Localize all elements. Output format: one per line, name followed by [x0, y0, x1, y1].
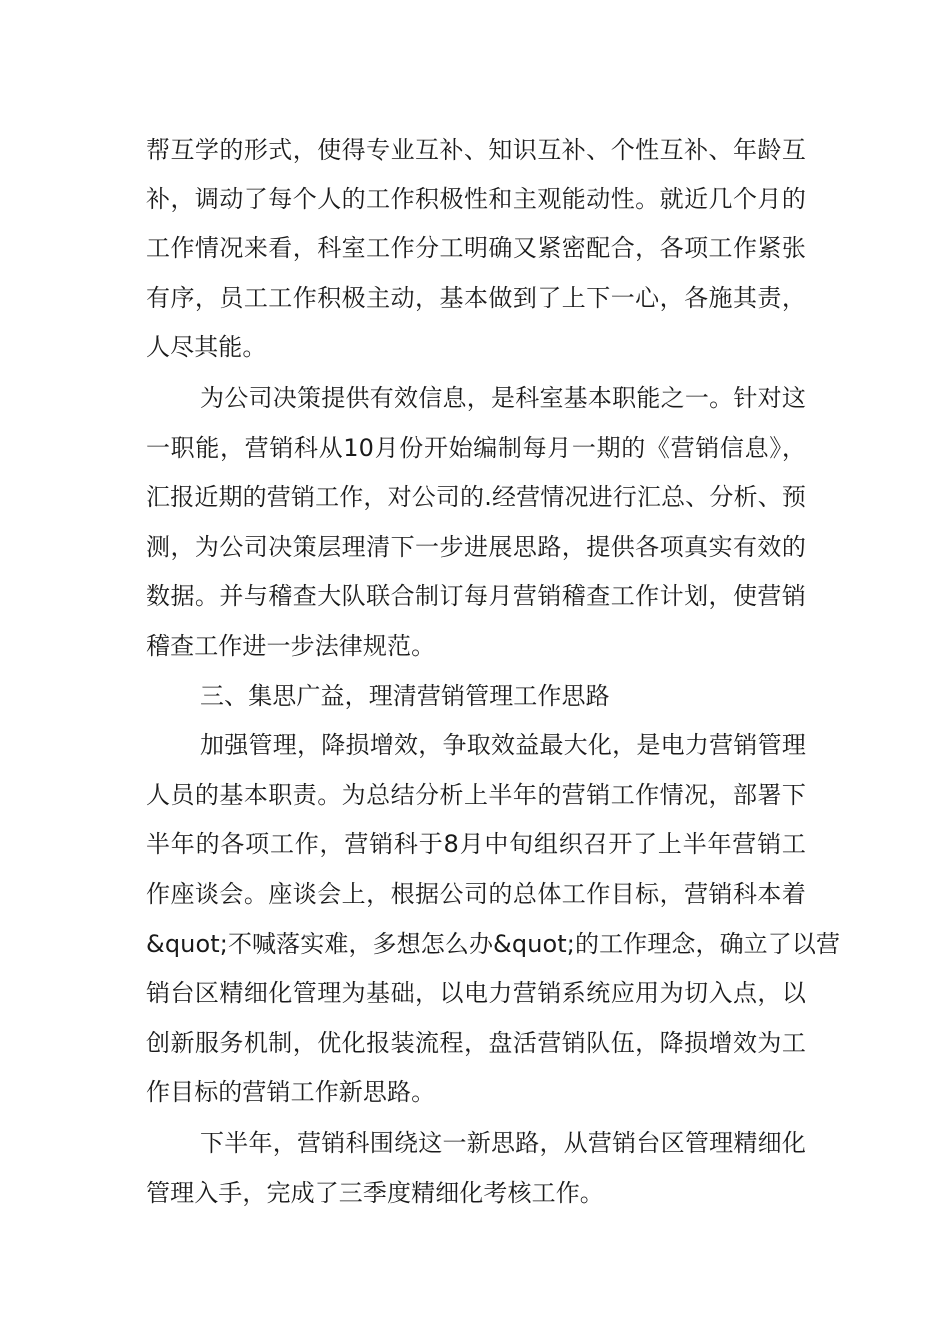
text-line-13: 加强管理，降损增效，争取效益最大化，是电力营销管理 [200, 731, 806, 759]
text-line-20: 作目标的营销工作新思路。 [146, 1078, 436, 1106]
text-line-8: 汇报近期的营销工作，对公司的.经营情况进行汇总、分析、预 [146, 483, 806, 511]
text-line-7: 一职能，营销科从10月份开始编制每月一期的《营销信息》， [146, 434, 806, 462]
text-line-3: 工作情况来看，科室工作分工明确又紧密配合，各项工作紧张 [146, 234, 806, 262]
text-line-16: 作座谈会。座谈会上，根据公司的总体工作目标，营销科本着 [146, 880, 806, 908]
text-line-22: 管理入手，完成了三季度精细化考核工作。 [146, 1179, 604, 1207]
text-line-17: &quot;不喊落实难，多想怎么办&quot;的工作理念，确立了以营 [146, 930, 841, 958]
text-line-15: 半年的各项工作，营销科于8月中旬组织召开了上半年营销工 [146, 830, 806, 858]
text-line-21: 下半年，营销科围绕这一新思路，从营销台区管理精细化 [200, 1129, 806, 1157]
section-heading: 三、集思广益，理清营销管理工作思路 [200, 682, 610, 710]
text-line-1: 帮互学的形式，使得专业互补、知识互补、个性互补、年龄互 [146, 136, 806, 164]
text-line-19: 创新服务机制，优化报装流程，盘活营销队伍，降损增效为工 [146, 1029, 806, 1057]
text-line-2: 补，调动了每个人的工作积极性和主观能动性。就近几个月的 [146, 185, 806, 213]
text-line-5: 人尽其能。 [146, 333, 267, 361]
text-line-14: 人员的基本职责。为总结分析上半年的营销工作情况，部署下 [146, 781, 806, 809]
text-line-11: 稽查工作进一步法律规范。 [146, 632, 436, 660]
text-line-10: 数据。并与稽查大队联合制订每月营销稽查工作计划，使营销 [146, 582, 806, 610]
text-line-9: 测，为公司决策层理清下一步进展思路，提供各项真实有效的 [146, 533, 806, 561]
text-line-6: 为公司决策提供有效信息，是科室基本职能之一。针对这 [200, 384, 806, 412]
text-line-4: 有序，员工工作积极主动，基本做到了上下一心，各施其责， [146, 284, 806, 312]
text-line-18: 销台区精细化管理为基础，以电力营销系统应用为切入点，以 [146, 979, 806, 1007]
